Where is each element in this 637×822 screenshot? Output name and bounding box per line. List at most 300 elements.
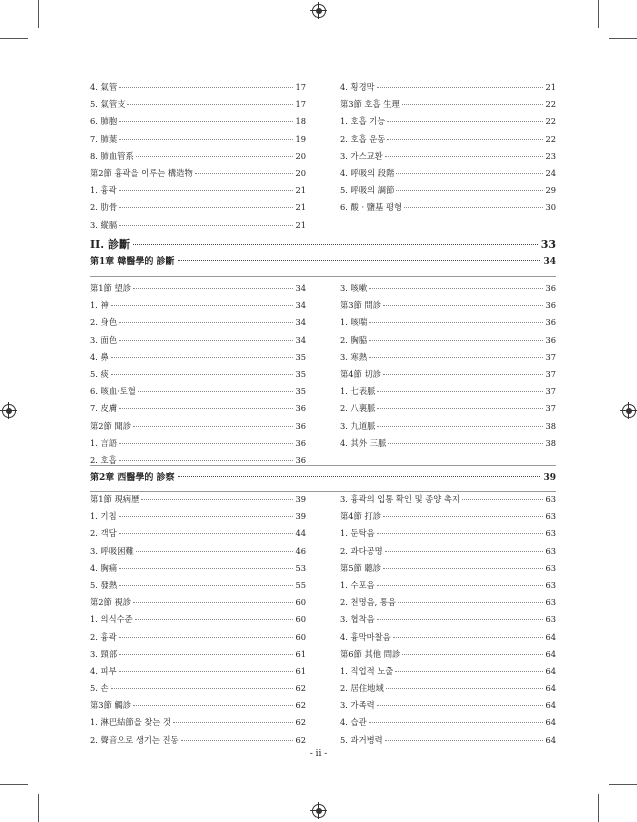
toc-entry-title: 3. 九道脈: [340, 420, 376, 431]
toc-entry: [90, 366, 306, 383]
toc-entry: [90, 418, 306, 435]
leader-dots: [383, 305, 543, 306]
leader-dots: [111, 305, 294, 306]
toc-entry-page: 60: [295, 597, 306, 608]
toc-entry-page: 37: [545, 403, 556, 414]
toc-entry-page: 37: [545, 386, 556, 397]
toc-entry: [90, 543, 306, 560]
toc-entry-page: 62: [295, 700, 306, 711]
toc-entry-title: 5. 氣管支: [90, 99, 126, 110]
toc-entry: [340, 697, 556, 714]
leader-dots: [377, 87, 544, 88]
leader-dots: [133, 244, 538, 245]
toc-entry-page: 39: [295, 494, 306, 504]
toc-entry-page: 63: [545, 562, 556, 573]
toc-entry-page: 60: [295, 631, 306, 642]
toc-entry: [340, 594, 556, 611]
toc-entry-page: 53: [295, 562, 306, 573]
toc-entry-title: 1. 기침: [90, 511, 117, 522]
crop-mark: [609, 38, 637, 39]
toc-entry: [340, 560, 556, 577]
toc-entry: [90, 508, 306, 525]
toc-entry-title: 4. 呼吸의 段階: [340, 167, 395, 178]
leader-dots: [136, 156, 294, 157]
toc-top-left-column: [90, 79, 306, 234]
toc-entry: [90, 165, 306, 182]
toc-entry-title: 第2節 視診: [90, 597, 132, 608]
toc-entry-title: 5. 손: [90, 683, 109, 694]
toc-entry: [340, 349, 556, 366]
toc-entry-page: 60: [295, 614, 306, 625]
toc-entry-title: 5. 發熱: [90, 579, 118, 590]
leader-dots: [398, 602, 544, 603]
toc-entry-page: 62: [295, 734, 306, 745]
toc-entry-title: 6. 肺胞: [90, 116, 118, 127]
toc-entry-title: 第2節 聞診: [90, 420, 132, 431]
toc-entry-title: 3. 面色: [90, 334, 118, 345]
toc-entry: [90, 611, 306, 628]
registration-mark-icon: [622, 404, 636, 418]
leader-dots: [119, 533, 294, 534]
toc-entry-title: 1. 흉곽: [90, 185, 117, 196]
toc-entry-page: 21: [295, 219, 306, 230]
leader-dots: [133, 705, 293, 706]
leader-dots: [119, 139, 293, 140]
toc-entry-title: 第3節 問診: [340, 300, 382, 311]
toc-entry-title: 6. 咳血·토혈: [90, 386, 136, 397]
toc-entry-page: 36: [295, 454, 306, 465]
toc-entry-page: 19: [295, 133, 306, 144]
toc-entry: [90, 349, 306, 366]
leader-dots: [396, 190, 543, 191]
toc-entry-page: 20: [295, 150, 306, 161]
leader-dots: [404, 207, 543, 208]
leader-dots: [111, 374, 294, 375]
leader-dots: [133, 426, 293, 427]
leader-dots: [119, 654, 293, 655]
toc-entry-title: 3. 가족력: [340, 700, 375, 711]
toc-entry-page: 64: [545, 631, 556, 642]
leader-dots: [119, 443, 293, 444]
toc-entry-page: 22: [545, 116, 556, 127]
toc-entry-title: 4. 피부: [90, 665, 117, 676]
toc-entry-title: 5. 痰: [90, 368, 109, 379]
leader-dots: [377, 585, 544, 586]
leader-dots: [138, 391, 294, 392]
toc-entry: [340, 314, 556, 331]
leader-dots: [377, 705, 544, 706]
toc-entry-title: 2. 聲音으로 생기는 진동: [90, 734, 179, 745]
toc-entry: [340, 383, 556, 400]
leader-dots: [369, 322, 543, 323]
toc-entry: [90, 697, 306, 714]
toc-entry: [90, 383, 306, 400]
leader-dots: [385, 551, 544, 552]
toc-entry-title: 第6節 其他 問診: [340, 648, 401, 659]
leader-dots: [369, 288, 543, 289]
toc-entry: [90, 199, 306, 216]
leader-dots: [111, 688, 294, 689]
toc-entry: [340, 199, 556, 216]
toc-entry-title: 2. 천명음, 통음: [340, 597, 396, 608]
toc-entry: [340, 714, 556, 731]
toc-entry-page: 36: [295, 403, 306, 414]
toc-entry-title: 4. 氣管: [90, 82, 118, 92]
leader-dots: [402, 654, 543, 655]
toc-entry-title: 1. 咳喘: [340, 317, 368, 328]
toc-entry-page: 36: [295, 437, 306, 448]
toc-entry: [90, 79, 306, 96]
leader-dots: [119, 207, 293, 208]
leader-dots: [136, 551, 294, 552]
leader-dots: [383, 516, 543, 517]
toc-entry-page: 34: [295, 317, 306, 328]
toc-entry-page: 36: [545, 334, 556, 345]
leader-dots: [387, 121, 543, 122]
chapter1-right-column: [340, 280, 556, 469]
toc-entry-title: 3. 寒熱: [340, 351, 368, 362]
toc-entry: [340, 629, 556, 646]
toc-entry: [340, 577, 556, 594]
toc-entry-title: 3. 협착음: [340, 614, 375, 625]
chapter2-page: 39: [543, 473, 556, 483]
leader-dots: [396, 173, 543, 174]
leader-dots: [388, 443, 543, 444]
leader-dots: [119, 87, 293, 88]
toc-entry-page: 62: [295, 717, 306, 728]
leader-dots: [119, 637, 294, 638]
leader-dots: [369, 340, 543, 341]
toc-entry-title: 5. 呼吸의 調節: [340, 185, 395, 196]
divider: [90, 465, 556, 466]
toc-entry-title: 3. 縱膈: [90, 219, 118, 230]
toc-entry-page: 35: [295, 368, 306, 379]
leader-dots: [395, 671, 543, 672]
toc-entry-page: 30: [545, 202, 556, 213]
chapter2-right-column: [340, 491, 556, 749]
toc-entry: [90, 680, 306, 697]
chapter1-left-column: [90, 280, 306, 469]
toc-entry-title: 7. 肺葉: [90, 133, 118, 144]
toc-top-block: [90, 79, 556, 234]
leader-dots: [178, 476, 541, 477]
toc-entry-title: 第2節 흉곽을 이루는 構造物: [90, 167, 193, 178]
toc-entry: [90, 314, 306, 331]
toc-entry-page: 34: [295, 283, 306, 293]
toc-entry: [340, 165, 556, 182]
leader-dots: [178, 260, 541, 261]
toc-entry-page: 29: [545, 185, 556, 196]
chapter2-title: 第2章 西醫學的 診察: [90, 473, 175, 483]
toc-entry: [90, 182, 306, 199]
toc-entry: [90, 148, 306, 165]
leader-dots: [195, 173, 294, 174]
toc-entry: [340, 732, 556, 749]
toc-entry-title: 1. 言語: [90, 437, 118, 448]
toc-entry-page: 38: [545, 420, 556, 431]
toc-entry-page: 37: [545, 368, 556, 379]
leader-dots: [369, 357, 543, 358]
toc-entry-page: 34: [295, 300, 306, 311]
toc-entry-title: 3. 흉곽의 입통 확인 및 종양 촉지: [340, 494, 460, 504]
toc-entry: [90, 629, 306, 646]
toc-entry-title: 2. 호흡 운동: [340, 133, 386, 144]
leader-dots: [387, 139, 543, 140]
toc-entry: [90, 217, 306, 234]
toc-entry-title: 2. 과다공명: [340, 545, 383, 556]
toc-entry-title: 第1節 望診: [90, 283, 132, 293]
toc-entry-page: 36: [545, 317, 556, 328]
toc-entry: [90, 732, 306, 749]
toc-entry: [90, 714, 306, 731]
toc-entry-page: 22: [545, 133, 556, 144]
toc-entry-page: 64: [545, 648, 556, 659]
toc-entry-title: 4. 횡경막: [340, 82, 375, 92]
leader-dots: [377, 619, 544, 620]
leader-dots: [377, 391, 543, 392]
toc-entry-page: 63: [545, 511, 556, 522]
toc-entry: [340, 663, 556, 680]
leader-dots: [377, 426, 543, 427]
toc-entry-page: 18: [295, 116, 306, 127]
toc-entry: [90, 131, 306, 148]
toc-entry-page: 64: [545, 665, 556, 676]
leader-dots: [119, 568, 293, 569]
toc-entry-page: 63: [545, 579, 556, 590]
leader-dots: [119, 340, 293, 341]
toc-entry: [340, 366, 556, 383]
leader-dots: [133, 288, 293, 289]
toc-entry: [340, 280, 556, 297]
page-number: - ii -: [309, 749, 328, 759]
toc-entry-title: 4. 其外 三脈: [340, 437, 387, 448]
toc-entry-title: 第4節 打診: [340, 511, 382, 522]
leader-dots: [369, 722, 544, 723]
registration-mark-icon: [2, 404, 16, 418]
toc-entry: [340, 79, 556, 96]
toc-entry-page: 17: [295, 99, 306, 110]
toc-entry-title: 3. 頸部: [90, 648, 118, 659]
toc-entry: [90, 435, 306, 452]
toc-entry-page: 64: [545, 683, 556, 694]
toc-entry-page: 63: [545, 597, 556, 608]
toc-entry-page: 34: [295, 334, 306, 345]
leader-dots: [377, 408, 543, 409]
toc-entry-title: 3. 咳嗽: [340, 283, 368, 293]
toc-entry-title: 2. 胸脇: [340, 334, 368, 345]
part-title: II. 診斷: [90, 238, 130, 251]
toc-entry-page: 38: [545, 437, 556, 448]
toc-entry: [340, 525, 556, 542]
toc-entry: [340, 491, 556, 508]
toc-entry-title: 2. 호흡: [90, 454, 117, 465]
chapter2-heading-block: [90, 465, 556, 492]
leader-dots: [119, 585, 293, 586]
leader-dots: [173, 722, 293, 723]
registration-mark-icon: [312, 804, 326, 818]
leader-dots: [383, 568, 543, 569]
toc-entry-page: 35: [295, 351, 306, 362]
divider: [90, 276, 556, 277]
toc-entry-title: 3. 呼吸困難: [90, 545, 134, 556]
leader-dots: [119, 460, 294, 461]
leader-dots: [127, 104, 293, 105]
toc-entry-title: 第1節 現病歷: [90, 494, 140, 504]
toc-entry-page: 64: [545, 700, 556, 711]
toc-entry-page: 62: [295, 683, 306, 694]
chapter1-page: 34: [543, 257, 556, 267]
leader-dots: [111, 357, 294, 358]
toc-entry-title: 5. 과거병력: [340, 734, 383, 745]
chapter1-title: 第1章 韓醫學的 診斷: [90, 257, 175, 267]
toc-entry-title: 1. 직업적 노출: [340, 665, 394, 676]
toc-top-right-column: [340, 79, 556, 234]
toc-entry: [340, 148, 556, 165]
toc-entry-page: 64: [545, 734, 556, 745]
leader-dots: [377, 533, 544, 534]
toc-entry-title: 2. 객담: [90, 528, 117, 539]
toc-entry-title: 4. 흉막마찰음: [340, 631, 391, 642]
leader-dots: [119, 408, 293, 409]
toc-entry: [340, 418, 556, 435]
leader-dots: [386, 688, 544, 689]
toc-entry: [90, 646, 306, 663]
toc-entry-page: 17: [295, 82, 306, 92]
toc-entry: [340, 435, 556, 452]
toc-entry-title: 4. 습관: [340, 717, 367, 728]
toc-entry-page: 21: [545, 82, 556, 92]
toc-entry: [340, 508, 556, 525]
toc-entry-title: 1. 호흡 기능: [340, 116, 386, 127]
toc-entry-page: 20: [295, 167, 306, 178]
toc-entry-page: 35: [295, 386, 306, 397]
leader-dots: [181, 740, 294, 741]
toc-entry: [90, 594, 306, 611]
toc-entry-title: 4. 胸痛: [90, 562, 118, 573]
toc-entry-page: 21: [295, 185, 306, 196]
toc-entry: [340, 543, 556, 560]
crop-mark: [38, 794, 39, 822]
chapter2-block: [90, 491, 556, 749]
part-page: 33: [540, 238, 556, 251]
toc-entry-title: 第3節 觸診: [90, 700, 132, 711]
toc-entry-title: 1. 수포음: [340, 579, 375, 590]
leader-dots: [119, 190, 294, 191]
toc-entry: [340, 611, 556, 628]
toc-entry: [90, 525, 306, 542]
toc-entry-page: 63: [545, 528, 556, 539]
toc-entry-page: 64: [545, 717, 556, 728]
toc-entry-page: 22: [545, 99, 556, 110]
toc-entry-page: 61: [295, 648, 306, 659]
toc-entry-title: 第5節 聽診: [340, 562, 382, 573]
leader-dots: [385, 156, 544, 157]
toc-entry-title: 1. 의식수준: [90, 614, 133, 625]
toc-entry-title: 第4節 切診: [340, 368, 382, 379]
toc-entry-page: 23: [545, 150, 556, 161]
toc-entry-page: 24: [545, 167, 556, 178]
toc-entry-title: 1. 둔탁음: [340, 528, 375, 539]
toc-entry-title: 6. 酸 · 鹽基 평형: [340, 202, 403, 213]
toc-entry-page: 55: [295, 579, 306, 590]
toc-entry: [90, 332, 306, 349]
leader-dots: [119, 225, 293, 226]
toc-entry: [340, 113, 556, 130]
toc-entry-page: 37: [545, 351, 556, 362]
part-heading: [90, 236, 556, 277]
toc-entry-page: 63: [545, 614, 556, 625]
toc-entry: [340, 332, 556, 349]
toc-entry-page: 39: [295, 511, 306, 522]
registration-mark-icon: [312, 4, 326, 18]
toc-entry-page: 36: [545, 283, 556, 293]
toc-entry-title: 2. 八裏脈: [340, 403, 376, 414]
leader-dots: [402, 104, 544, 105]
leader-dots: [119, 671, 294, 672]
crop-mark: [598, 0, 599, 28]
toc-entry-page: 63: [545, 494, 556, 504]
toc-entry-page: 36: [545, 300, 556, 311]
leader-dots: [119, 322, 293, 323]
toc-entry-title: 3. 가스교환: [340, 150, 383, 161]
toc-entry-title: 2. 肋骨: [90, 202, 118, 213]
crop-mark: [598, 794, 599, 822]
toc-entry-title: 8. 肺血管系: [90, 150, 134, 161]
toc-entry-page: 36: [295, 420, 306, 431]
toc-entry-title: 2. 身色: [90, 317, 118, 328]
leader-dots: [141, 499, 293, 500]
toc-entry-title: 第3節 호흡 生理: [340, 99, 400, 110]
toc-entry: [340, 680, 556, 697]
toc-entry: [90, 280, 306, 297]
toc-entry-page: 63: [545, 545, 556, 556]
toc-entry-page: 44: [295, 528, 306, 539]
toc-entry-title: 4. 鼻: [90, 351, 109, 362]
leader-dots: [383, 374, 543, 375]
toc-entry-title: 1. 七表脈: [340, 386, 376, 397]
toc-entry: [90, 663, 306, 680]
toc-entry-page: 61: [295, 665, 306, 676]
toc-entry: [90, 560, 306, 577]
toc-entry: [90, 96, 306, 113]
toc-entry-page: 21: [295, 202, 306, 213]
toc-entry: [90, 491, 306, 508]
crop-mark: [0, 38, 28, 39]
crop-mark: [609, 784, 637, 785]
crop-mark: [38, 0, 39, 28]
chapter2-left-column: [90, 491, 306, 749]
toc-entry: [90, 577, 306, 594]
toc-entry: [90, 400, 306, 417]
toc-entry: [90, 113, 306, 130]
toc-entry: [340, 297, 556, 314]
toc-entry-title: 7. 皮膚: [90, 403, 118, 414]
toc-entry-title: 1. 淋巴結節을 찾는 것: [90, 717, 172, 728]
crop-mark: [0, 784, 28, 785]
toc-entry-title: 1. 神: [90, 300, 109, 311]
toc-entry-page: 46: [295, 545, 306, 556]
toc-entry: [340, 131, 556, 148]
toc-entry: [90, 297, 306, 314]
toc-entry: [340, 182, 556, 199]
toc-entry: [340, 400, 556, 417]
leader-dots: [135, 619, 294, 620]
toc-entry-title: 2. 흉곽: [90, 631, 117, 642]
toc-entry: [340, 96, 556, 113]
leader-dots: [133, 602, 293, 603]
leader-dots: [393, 637, 544, 638]
leader-dots: [119, 516, 294, 517]
